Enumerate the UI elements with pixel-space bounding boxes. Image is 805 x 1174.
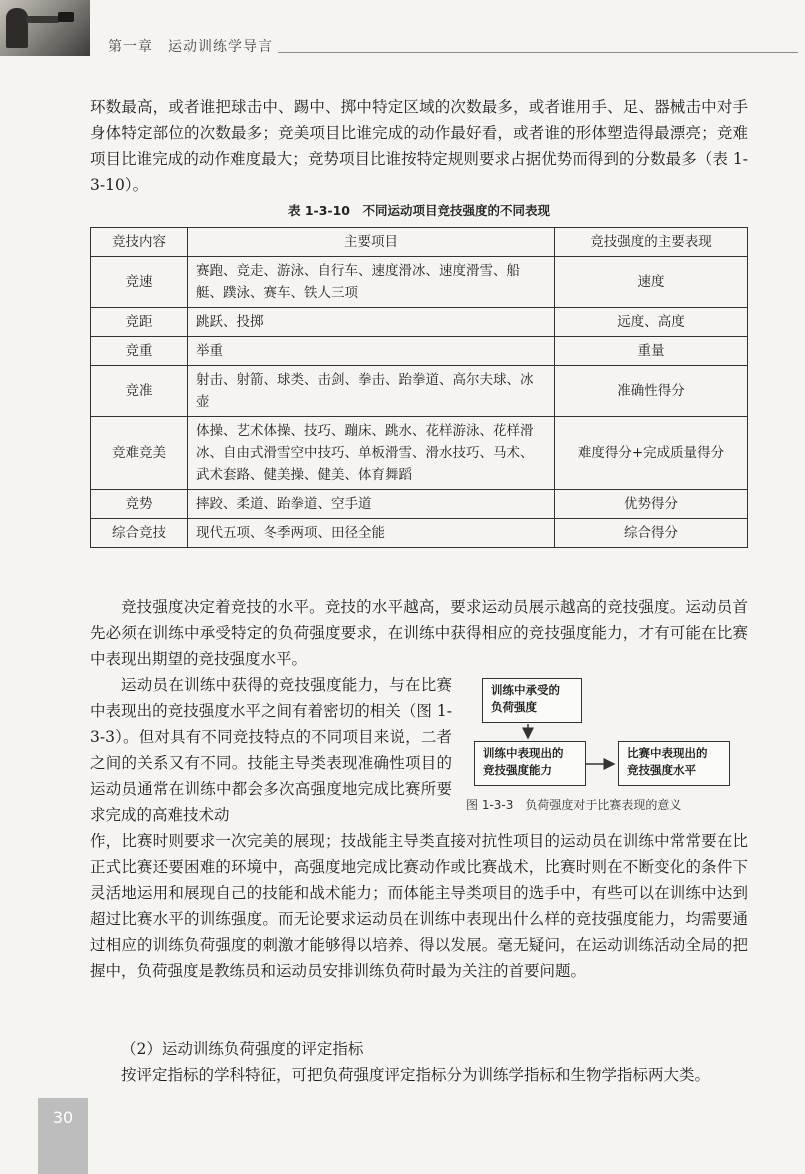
table-row bbox=[91, 308, 748, 337]
cell-category: 竞速 bbox=[91, 257, 188, 308]
section-heading: （2）运动训练负荷强度的评定指标 bbox=[121, 1040, 364, 1058]
cell-manifestation: 速度 bbox=[555, 257, 748, 308]
header-events: 主要项目 bbox=[188, 228, 555, 257]
cell-events: 举重 bbox=[188, 337, 555, 366]
table-row bbox=[91, 490, 748, 519]
paragraph-4: 按评定指标的学科特征，可把负荷强度评定指标分为训练学指标和生物学指标两大类。 bbox=[121, 1066, 711, 1084]
box-line: 竞技强度能力 bbox=[483, 763, 552, 777]
table-row bbox=[91, 519, 748, 548]
sports-intensity-table bbox=[90, 227, 748, 548]
cell-manifestation: 综合得分 bbox=[555, 519, 748, 548]
cell-events: 赛跑、竞走、游泳、自行车、速度滑冰、速度滑雪、船艇、蹼泳、赛车、铁人三项 bbox=[188, 257, 555, 308]
cell-events: 射击、射箭、球类、击剑、拳击、跆拳道、高尔夫球、冰壶 bbox=[188, 366, 555, 417]
box-competition-level bbox=[618, 741, 730, 786]
page-header bbox=[0, 0, 805, 56]
box-line: 负荷强度 bbox=[491, 700, 537, 714]
header-photo bbox=[0, 0, 90, 56]
figure-caption: 图 1-3-3 负荷强度对于比赛表现的意义 bbox=[466, 798, 682, 812]
cell-category: 竞准 bbox=[91, 366, 188, 417]
header-category: 竞技内容 bbox=[91, 228, 188, 257]
cell-category: 综合竞技 bbox=[91, 519, 188, 548]
table-row bbox=[91, 337, 748, 366]
box-line: 训练中表现出的 bbox=[483, 746, 564, 760]
cell-manifestation: 远度、高度 bbox=[555, 308, 748, 337]
cell-category: 竞势 bbox=[91, 490, 188, 519]
cell-events: 现代五项、冬季两项、田径全能 bbox=[188, 519, 555, 548]
table-row bbox=[91, 257, 748, 308]
table-header-row bbox=[91, 228, 748, 257]
table-title: 表 1-3-10 不同运动项目竞技强度的不同表现 bbox=[287, 203, 551, 218]
header-rule bbox=[278, 52, 798, 53]
cell-category: 竞距 bbox=[91, 308, 188, 337]
cell-category: 竞难竞美 bbox=[91, 417, 188, 490]
cell-manifestation: 优势得分 bbox=[555, 490, 748, 519]
cell-manifestation: 难度得分+完成质量得分 bbox=[555, 417, 748, 490]
box-line: 竞技强度水平 bbox=[627, 763, 696, 777]
chapter-title: 第一章 运动训练学导言 bbox=[108, 39, 273, 55]
box-training-ability bbox=[474, 741, 586, 786]
cell-events: 体操、艺术体操、技巧、蹦床、跳水、花样游泳、花样滑冰、自由式滑雪空中技巧、单板滑雪、滑水技巧、马术、武术套路、健美操、健美、体育舞蹈 bbox=[188, 417, 555, 490]
intro-paragraph: 环数最高，或者谁把球击中、踢中、掷中特定区域的次数最多，或者谁用手、足、器械击中对手身体特定部位的次数最多；竞美项目比谁完成的动作最好看，或者谁的形体塑造得最漂亮；竞难项目比谁完成的动作难度最大；竞势项目比谁按特定规则要求占据优势而得到的分数最多（表 1-3-10）。 bbox=[90, 98, 748, 194]
cell-manifestation: 准确性得分 bbox=[555, 366, 748, 417]
box-line: 训练中承受的 bbox=[491, 683, 560, 697]
box-line: 比赛中表现出的 bbox=[627, 746, 708, 760]
page-number-tab bbox=[38, 1098, 88, 1174]
cell-events: 跳跃、投掷 bbox=[188, 308, 555, 337]
pistol-icon bbox=[58, 12, 74, 22]
cell-events: 摔跤、柔道、跆拳道、空手道 bbox=[188, 490, 555, 519]
shooter-arm bbox=[26, 16, 60, 23]
header-manifestation: 竞技强度的主要表现 bbox=[555, 228, 748, 257]
cell-category: 竞重 bbox=[91, 337, 188, 366]
page-number: 30 bbox=[52, 1108, 74, 1127]
table-row bbox=[91, 417, 748, 490]
box-training-load bbox=[482, 678, 582, 723]
paragraph-2: 竞技强度决定着竞技的水平。竞技的水平越高，要求运动员展示越高的竞技强度。运动员首先必须在训练中承受特定的负荷强度要求，在训练中获得相应的竞技强度能力，才有可能在比赛中表现出期望的竞技强度水平。 bbox=[90, 598, 748, 668]
paragraph-3-continued: 作，比赛时则要求一次完美的展现；技战能主导类直接对抗性项目的运动员在训练中常常要在比正式比赛还要困难的环境中，高强度地完成比赛动作或比赛战术，比赛时则在不断变化的条件下灵活地运用和展现自己的技能和战术能力；而体能主导类项目的选手中，有些可以在训练中达到超过比赛水平的训练强度。而无论要求运动员在训练中表现出什么样的竞技强度能力，均需要通过相应的训练负荷强度的刺激才能够得以培养、得以发展。毫无疑问，在运动训练活动全局的把握中，负荷强度是教练员和运动员安排训练负荷时最为关注的首要问题。 bbox=[90, 832, 748, 980]
paragraph-3-narrow: 运动员在训练中获得的竞技强度能力，与在比赛中表现出的竞技强度水平之间有着密切的相关（图 1-3-3）。但对具有不同竞技特点的不同项目来说，二者之间的关系又有不同。技能主导类表现准确性项目的运动员通常在训练中都会多次高强度地完成比赛所要求完成的高难技术动 bbox=[90, 676, 452, 824]
table-row bbox=[91, 366, 748, 417]
shooter-figure bbox=[6, 8, 28, 48]
cell-manifestation: 重量 bbox=[555, 337, 748, 366]
